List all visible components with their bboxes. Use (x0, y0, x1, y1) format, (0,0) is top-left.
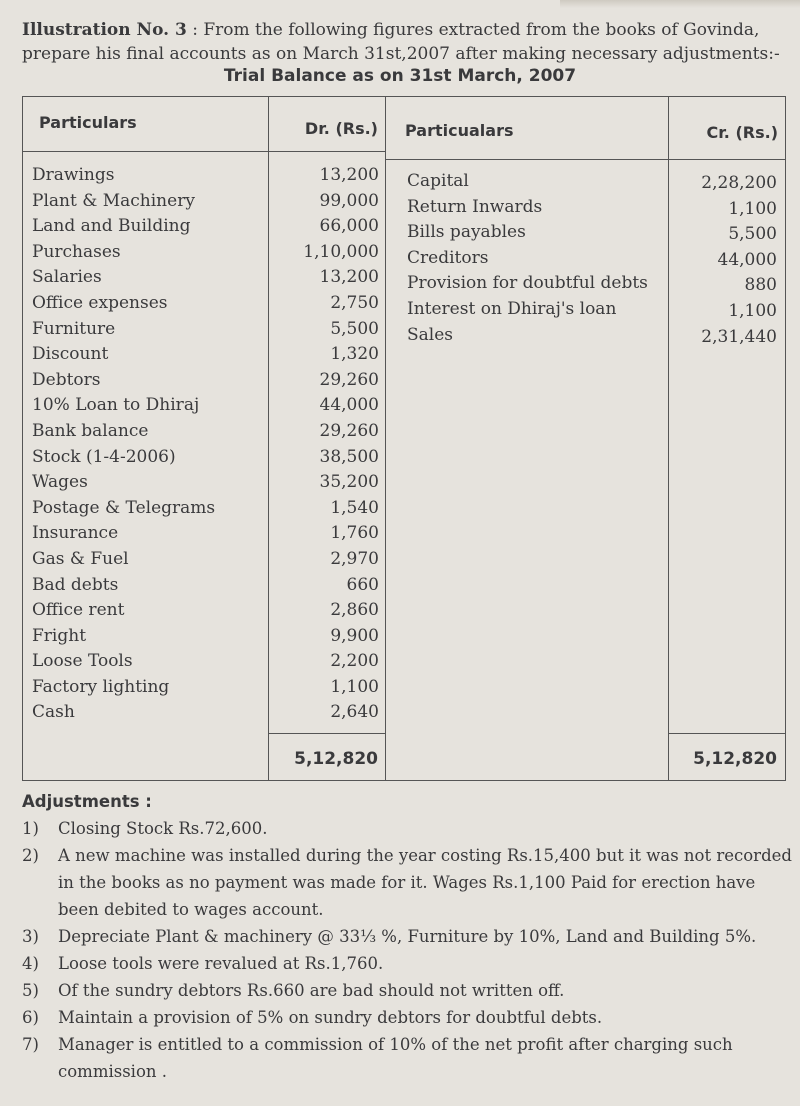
table-row: Office expenses (32, 292, 168, 313)
dr-amount-header: Dr. (Rs.) (304, 119, 378, 138)
table-cell-amount: 660 (346, 574, 379, 595)
table-cell-amount: 44,000 (319, 395, 379, 416)
table-cell-amount: 2,31,440 (701, 326, 777, 347)
table-row: Sales (407, 324, 454, 345)
table-cell-amount: 13,200 (319, 165, 379, 185)
table-row: Creditors (407, 247, 489, 268)
header-divider (385, 159, 785, 160)
list-item-number: 5) (22, 981, 39, 1000)
total-divider (268, 733, 385, 734)
list-item-text: Of the sundry debtors Rs.660 are bad should not written off. (58, 981, 565, 1000)
table-cell-amount: 1,320 (330, 344, 379, 365)
list-item (22, 923, 792, 950)
credit-total: 5,12,820 (693, 749, 777, 769)
list-item (22, 815, 792, 842)
list-item-text: Closing Stock Rs.72,600. (58, 819, 268, 838)
table-row: Insurance (32, 523, 119, 544)
table-row: Purchases (32, 241, 121, 262)
table-row: Fright (32, 625, 87, 646)
table-cell-amount: 1,540 (330, 497, 379, 518)
cr-particulars-header: Particualars (405, 121, 514, 140)
table-row: Wages (32, 472, 88, 493)
table-row: Plant & Machinery (32, 190, 195, 211)
table-cell-amount: 1,100 (728, 198, 777, 219)
table-row: Furniture (32, 318, 116, 339)
table-cell-amount: 880 (744, 275, 777, 296)
adjustments-title: Adjustments : (22, 792, 152, 811)
page-header-strip (560, 0, 800, 8)
table-row: Capital (407, 171, 469, 191)
list-item-number: 4) (22, 954, 39, 973)
table-cell-amount: 2,860 (330, 600, 379, 621)
table-cell-amount: 1,100 (728, 300, 777, 321)
table-row: Gas & Fuel (32, 548, 129, 569)
list-item-text: Maintain a provision of 5% on sundry debtors for doubtful debts. (58, 1008, 603, 1027)
table-row: Bank balance (32, 420, 149, 441)
table-cell-amount: 2,750 (330, 292, 379, 313)
table-cell-amount: 1,100 (330, 676, 379, 697)
table-cell-amount: 2,28,200 (701, 173, 777, 193)
list-item-number: 3) (22, 927, 39, 946)
cr-amount-header: Cr. (Rs.) (706, 123, 778, 142)
table-cell-amount: 2,970 (330, 548, 379, 569)
credit-amount-column (668, 171, 777, 350)
table-cell-amount: 5,500 (728, 224, 777, 245)
debit-particulars-column (32, 163, 264, 726)
table-cell-amount: 38,500 (319, 446, 379, 467)
credit-particulars-column (407, 169, 665, 348)
list-item-text: A new machine was installed during the year costing Rs.15,400 but it was not recorded in the books as no payment was made for it. Wages Rs.1,100 Paid for erection have been debited to wages account. (58, 846, 792, 919)
list-item (22, 1004, 792, 1031)
table-row: Drawings (32, 165, 115, 185)
list-item-number: 6) (22, 1008, 39, 1027)
table-row: 10% Loan to Dhiraj (32, 395, 200, 416)
table-row: Bad debts (32, 574, 119, 595)
list-item-number: 1) (22, 819, 39, 838)
illustration-number: Illustration No. 3 (22, 20, 187, 40)
trial-balance-table (22, 96, 786, 781)
table-cell-amount: 29,260 (319, 420, 379, 441)
table-cell-amount: 1,10,000 (303, 241, 379, 262)
table-row: Stock (1-4-2006) (32, 446, 176, 467)
table-row: Cash (32, 702, 75, 723)
table-row: Loose Tools (32, 651, 133, 672)
column-divider (385, 97, 386, 780)
list-item-number: 7) (22, 1035, 39, 1054)
list-item-number: 2) (22, 846, 39, 865)
debit-total: 5,12,820 (294, 749, 378, 769)
illustration-text: : From the following figures extracted from the books of Govinda, prepare his final accounts as on March 31st,2007 after making necessary adjustments:- (22, 20, 780, 64)
table-cell-amount: 44,000 (717, 249, 777, 270)
debit-amount-column (268, 163, 379, 726)
table-cell-amount: 2,640 (330, 702, 379, 723)
list-item (22, 1031, 792, 1085)
table-row: Debtors (32, 369, 101, 390)
trial-balance-title: Trial Balance as on 31st March, 2007 (223, 66, 577, 86)
table-cell-amount: 35,200 (319, 472, 379, 493)
table-row: Bills payables (407, 222, 526, 243)
list-item (22, 977, 792, 1004)
table-cell-amount: 99,000 (319, 190, 379, 211)
table-cell-amount: 29,260 (319, 369, 379, 390)
table-cell-amount: 13,200 (319, 267, 379, 288)
table-row: Office rent (32, 600, 125, 621)
table-cell-amount: 9,900 (330, 625, 379, 646)
table-cell-amount: 1,760 (330, 523, 379, 544)
total-divider (668, 733, 785, 734)
table-cell-amount: 5,500 (330, 318, 379, 339)
table-row: Interest on Dhiraj's loan (407, 298, 617, 319)
table-row: Discount (32, 344, 109, 365)
table-row: Return Inwards (407, 196, 543, 217)
list-item-text: Loose tools were revalued at Rs.1,760. (58, 954, 384, 973)
table-cell-amount: 66,000 (319, 216, 379, 237)
list-item (22, 950, 792, 977)
illustration-intro (22, 18, 792, 66)
list-item (22, 842, 792, 923)
adjustments-section (22, 788, 792, 1085)
table-cell-amount: 2,200 (330, 651, 379, 672)
header-divider (23, 151, 385, 152)
table-row: Postage & Telegrams (32, 497, 216, 518)
table-row: Land and Building (32, 216, 191, 237)
dr-particulars-header: Particulars (39, 113, 137, 132)
table-row: Provision for doubtful debts (407, 273, 648, 294)
list-item-text: Manager is entitled to a commission of 10% of the net profit after charging such commission . (58, 1035, 733, 1081)
table-row: Factory lighting (32, 676, 170, 697)
list-item-text: Depreciate Plant & machinery @ 33⅓ %, Furniture by 10%, Land and Building 5%. (58, 927, 757, 946)
table-row: Salaries (32, 267, 102, 288)
